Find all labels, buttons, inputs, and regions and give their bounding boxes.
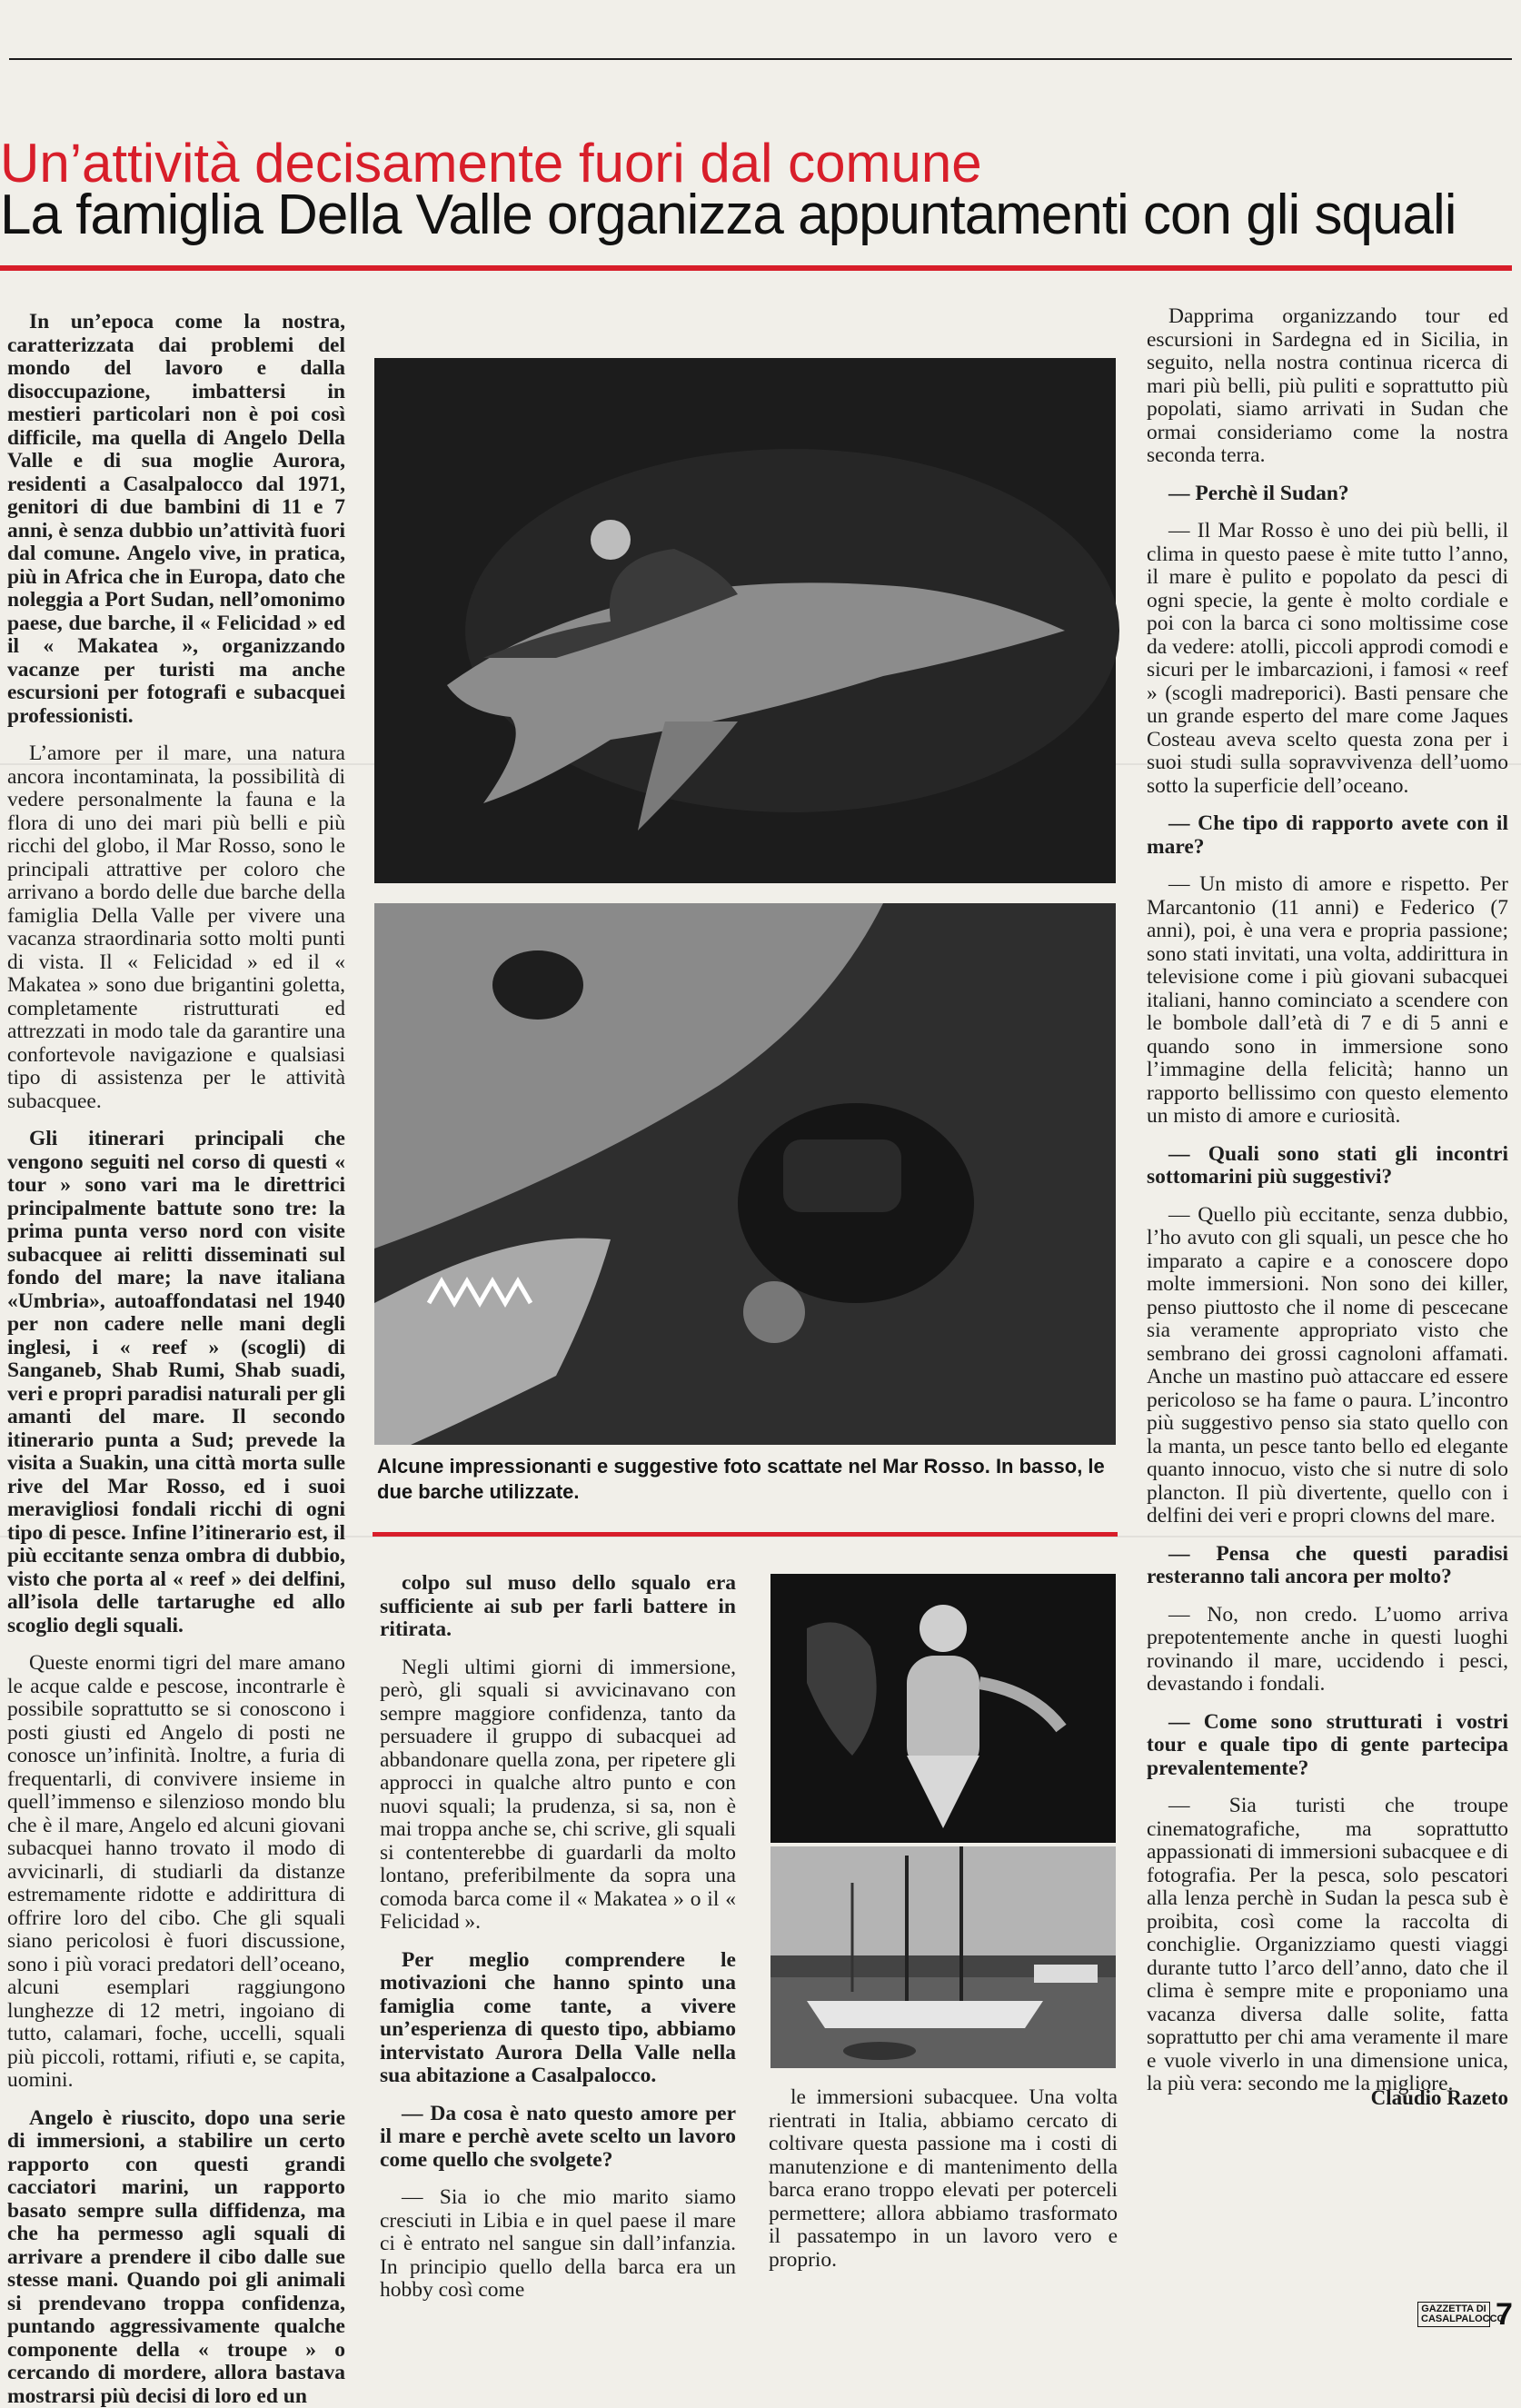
headline-rule xyxy=(0,265,1512,271)
text-column-1 xyxy=(7,311,345,2360)
paragraph: — Sia io che mio marito siamo cresciuti in Libia e in quel paese il mare ci è entrato nel sangue sin dall’infanzia. In principio quello della barca era un hobby così come xyxy=(380,2186,736,2303)
photo-diver xyxy=(770,1574,1116,1843)
page-number: 7 xyxy=(1496,2299,1513,2330)
top-rule xyxy=(9,58,1512,60)
paragraph: Per meglio comprendere le motivazioni che hanno spinto una famiglia come tante, a vivere un’esperienza di questo tipo, abbiamo intervistato Aurora Della Valle nella sua abitazione a Casalpalocco. xyxy=(380,1949,736,2088)
paragraph: le immersioni subacquee. Una volta rientrati in Italia, abbiamo cercato di coltivare questa passione ma i costi di manutenzione e di mantenimento della barca erano troppo elevati per poterceli permettere; allora abbiamo trasformato il passatempo in un lavoro vero e proprio. xyxy=(769,2086,1118,2272)
paragraph: Dapprima organizzando tour ed escursioni in Sardegna ed in Sicilia, in seguito, nella nostra continua ricerca di mari più belli, più puliti e soprattutto più popolati, siamo arrivati in Sudan che ormai consideriamo come la nostra seconda terra. xyxy=(1147,305,1508,468)
paragraph: colpo sul muso dello squalo era sufficiente ai sub per farli battere in ritirata. xyxy=(380,1572,736,1642)
paragraph: — Sia turisti che troupe cinematografiche, ma soprattutto appassionati di immersioni subacquee e di fotografia. Per la pesca, solo pescatori alla lenza perchè in Sudan la pesca sub è proibita, così come la raccolta di conchiglie. Organizziamo questi viaggi durante tutto l’arco dell’anno, dato che il clima è sempre mite e proponiamo una vacanza diversa dalle solite, fatta soprattutto per chi ama veramente il mare e vuole viverlo in una dimensione unica, la più vera: secondo me la migliore. xyxy=(1147,1795,1508,2096)
article-kicker: Un’attività decisamente fuori dal comune xyxy=(0,136,1521,191)
text-column-2 xyxy=(380,1572,736,2360)
paragraph: Gli itinerari principali che vengono seguiti nel corso di questi « tour » sono vari ma le direttrici principalmente battute sono tre: la prima punta verso nord con visite subacquee ai relitti disseminati sul fondo del mare; la nave italiana «Umbria», autoaffondatasi nel 1940 per non cadere nelle mani degli inglesi, i « reef » (scogli) di Sanganeb, Shab Rumi, Shab suadi, veri e propri paradisi naturali per gli amanti del mare. Il secondo itinerario punta a Sud; prevede la visita a Suakin, una città morta sulle rive del Mar Rosso, ed i suoi meravigliosi fondali ricchi di ogni tipo di pesce. Infine l’itinerario est, il più eccitante senza ombra di dubbio, visto che porta al « reef » dei delfini, all’isola delle tartarughe ed allo scoglio degli squali. xyxy=(7,1128,345,1637)
paragraph: — Un misto di amore e rispetto. Per Marcantonio (11 anni) e Federico (7 anni), poi, è una vera e propria passione; sono stati invitati, una volta, addirittura in televisione come i più giovani subacquei italiani, hanno cominciato a scendere con le bombole dall’età di 7 e di 5 anni e quando sono in immersione sono l’immagine della felicità; hanno un rapporto bellissimo con questo elemento un misto di amore e curiosità. xyxy=(1147,873,1508,1129)
paragraph: — Pensa che questi paradisi resteranno tali ancora per molto? xyxy=(1147,1543,1508,1589)
paragraph: — Come sono strutturati i vostri tour e quale tipo di gente partecipa prevalentemente? xyxy=(1147,1711,1508,1781)
photo-shark-diver xyxy=(374,358,1116,883)
paragraph: — Quali sono stati gli incontri sottomarini più suggestivi? xyxy=(1147,1143,1508,1189)
page-footer xyxy=(1417,2299,1513,2330)
paragraph: L’amore per il mare, una natura ancora incontaminata, la possibilità di vedere personalmente la fauna e la flora di uno dei mari più belli e più ricchi del globo, il Mar Rosso, sono le principali attrattive per coloro che arrivano a bordo delle due barche della famiglia Della Valle per vivere una vacanza straordinaria sotto molti punti di vista. Il « Felicidad » ed il « Makatea » sono due brigantini goletta, completamente ristrutturati ed attrezzati in modo tale da garantire una confortevole navigazione e qualsiasi tipo di assistenza per le attività subacquee. xyxy=(7,742,345,1113)
photo-caption: Alcune impressionanti e suggestive foto scattate nel Mar Rosso. In basso, le due barche utilizzate. xyxy=(377,1454,1122,1505)
photo-shark-jaws xyxy=(374,903,1116,1445)
text-column-3 xyxy=(769,2086,1118,2359)
article-headline: La famiglia Della Valle organizza appuntamenti con gli squali xyxy=(0,187,1521,244)
paragraph: Angelo è riuscito, dopo una serie di immersioni, a stabilire un certo rapporto con questi grandi cacciatori marini, un rapporto basato sempre sulla diffidenza, ma che ha permesso agli squali di arrivare a prendere il cibo dalle sue stesse mani. Quando poi gli animali si prendevano troppa confidenza, puntando aggressivamente qualche componente della « troupe » o cercando di mordere, allora bastava mostrarsi più decisi di loro ed un xyxy=(7,2107,345,2408)
masthead-logo: GAZZETTA DI CASALPALOCCO xyxy=(1417,2302,1490,2327)
text-column-4 xyxy=(1147,305,1508,2077)
photo-boats-harbour xyxy=(770,1846,1116,2068)
paragraph: — No, non credo. L’uomo arriva prepotentemente anche in questi luoghi rovinando il mare, uccidendo i pesci, devastando i fondali. xyxy=(1147,1604,1508,1697)
paragraph: In un’epoca come la nostra, caratterizzata dai problemi del mondo del lavoro e dalla disoccupazione, imbattersi in mestieri particolari non è poi così difficile, ma quella di Angelo Della Valle e di sua moglie Aurora, residenti a Casalpalocco dal 1971, genitori di due bambini di 11 e 7 anni, è senza dubbio un’attività fuori dal comune. Angelo vive, in pratica, più in Africa che in Europa, dato che noleggia a Port Sudan, nell’omonimo paese, due barche, il « Felicidad » ed il « Makatea », organizzando vacanze per turisti ma anche escursioni per fotografi e subacquei professionisti. xyxy=(7,311,345,728)
section-rule xyxy=(373,1532,1118,1537)
paragraph: — Perchè il Sudan? xyxy=(1147,483,1508,506)
author-signature: Claudio Razeto xyxy=(1354,2086,1508,2110)
paragraph: — Il Mar Rosso è uno dei più belli, il clima in questo paese è mite tutto l’anno, il mare è pulito e popolato da pesci di ogni specie, la gente è molto cordiale e poi con la barca ci sono moltissime cose da vedere: atolli, piccoli approdi comodi e sicuri per le imbarcazioni, i famosi « reef » (scogli madreporici). Basti pensare che un grande esperto del mare come Jaques Costeau aveva scelto questa zona per i suoi studi sulla sopravvivenza dell’uomo sotto la superficie dell’oceano. xyxy=(1147,520,1508,798)
paragraph: — Quello più eccitante, senza dubbio, l’ho avuto con gli squali, un pesce che ho imparato a capire e a conoscere dopo molte immersioni. Non sono dei killer, penso piuttosto che il nome di pescecane sia veramente appropriato visto che sembrano dei grossi cagnoloni affamati. Anche un mastino può attaccare ed essere pericoloso se ha fame o paura. L’incontro più suggestivo penso sia stato quello con la manta, un pesce tanto bello ed elegante quanto innocuo, visto che si nutre di solo plancton. Il più divertente, quello con i delfini dei veri e propri clowns del mare. xyxy=(1147,1204,1508,1528)
paragraph: Queste enormi tigri del mare amano le acque calde e pescose, incontrarle è possibile soprattutto se si conoscono i posti giusti ed Angelo di posti ne conosce un’infinità. Inoltre, a furia di frequentarli, di convivere insieme in quell’immenso e silenzioso mondo blu che è il mare, Angelo ed alcuni giovani subacquei hanno trovato il modo di avvicinarli, di studiarli da distanze estremamente ridotte e addirittura di offrire loro del cibo. Che gli squali siano pericolosi è fuori discussione, sono i più voraci predatori dell’oceano, alcuni esemplari raggiungono lunghezze di 12 metri, ingoiano di tutto, calamari, foche, uccelli, squali più piccoli, rottami, rifiuti e, se capita, uomini. xyxy=(7,1652,345,2093)
paragraph: — Da cosa è nato questo amore per il mare e perchè avete scelto un lavoro come quello che svolgete? xyxy=(380,2103,736,2173)
paragraph: Negli ultimi giorni di immersione, però, gli squali si avvicinavano con sempre maggiore confidenza, tanto da persuadere il gruppo di subacquei ad abbandonare quella zona, per ripetere gli approcci in qualche altro punto e con nuovi squali; la prudenza, si sa, non è mai troppa anche se, chi scrive, gli squali si contenterebbe di guardarli da molto lontano, preferibilmente da sopra una comoda barca come il « Makatea » o il « Felicidad ». xyxy=(380,1657,736,1935)
paragraph: — Che tipo di rapporto avete con il mare? xyxy=(1147,812,1508,859)
